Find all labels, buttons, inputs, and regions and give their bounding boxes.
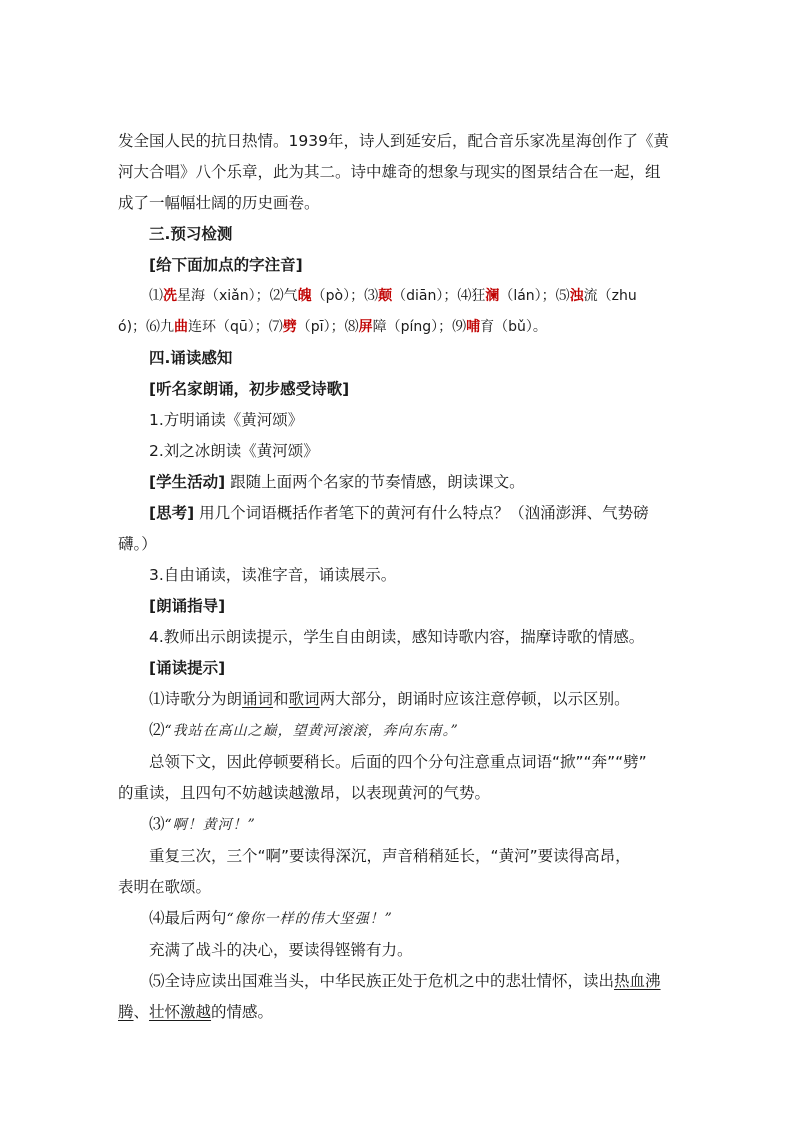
think-label: [思考] [149, 504, 195, 522]
pinyin-line-1 [118, 281, 678, 312]
text: （pī）；⑻ [296, 319, 359, 335]
poem-quote: “我站在高山之巅，望黄河滚滚，奔向东南。” [164, 723, 459, 739]
text: ⑷最后两句 [149, 909, 227, 927]
underlined-term: 热血沸 [614, 972, 661, 990]
reading-item-2: 2.刘之冰朗读《黄河颂》 [149, 442, 319, 460]
tip-4-line-1: 充满了战斗的决心，要读得铿锵有力。 [149, 941, 413, 959]
pinyin-line-2 [118, 312, 678, 343]
think-question [118, 498, 678, 529]
text: 连环（qū）；⑺ [188, 319, 283, 335]
marked-char: 澜 [485, 288, 500, 304]
text: ⑴诗歌分为朗 [149, 690, 243, 708]
text: 星海（xiǎn）；⑵气 [177, 288, 298, 304]
text: 流（zhu [583, 288, 637, 304]
text: ó)；⑹九 [118, 319, 175, 335]
underlined-term: 腾 [118, 1003, 134, 1021]
underlined-term: 壮怀激越 [149, 1003, 212, 1021]
marked-char: 屏 [358, 319, 373, 335]
section-3-title: 三.预习检测 [149, 225, 233, 243]
tip-2-quote-line [118, 715, 678, 747]
text: 和 [273, 690, 289, 708]
marked-char: 冼 [163, 288, 177, 304]
text: 、 [133, 1003, 150, 1021]
tip-2-line-1: 总领下文，因此停顿要稍长。后面的四个分句注意重点词语“掀”“奔”“劈” [149, 753, 647, 771]
text: 障（píng）；⑼ [372, 319, 467, 335]
text: 两大部分，朗诵时应该注意停顿，以示区别。 [319, 690, 630, 708]
intro-line-1: 发全国人民的抗日热情。1939年，诗人到延安后，配合音乐家冼星海创作了《黄 [118, 132, 669, 150]
document-body [118, 126, 678, 1028]
text: ⑴ [149, 288, 163, 304]
underlined-term: 诵词 [242, 690, 274, 708]
section-3-subtitle: [给下面加点的字注音] [149, 256, 303, 274]
marked-char: 哺 [466, 319, 481, 335]
marked-char: 魄 [297, 288, 312, 304]
section-4-title: 四.诵读感知 [149, 349, 233, 367]
guidance-subtitle: [朗诵指导] [149, 597, 226, 615]
activity-text: 跟随上面两个名家的节奏情感，朗读课文。 [230, 473, 525, 491]
tip-5-line-1 [118, 966, 678, 997]
underlined-term: 歌词 [288, 690, 320, 708]
reading-item-4: 4.教师出示朗读提示，学生自由朗读，感知诗歌内容，揣摩诗歌的情感。 [149, 628, 645, 646]
marked-char: 颠 [378, 288, 393, 304]
reading-item-1: 1.方明诵读《黄河颂》 [149, 411, 304, 429]
reading-item-3: 3.自由诵读，读准字音，诵读展示。 [149, 566, 397, 584]
student-activity [118, 467, 678, 498]
tip-1 [118, 684, 678, 715]
tip-5-line-2 [118, 997, 678, 1028]
text: 的情感。 [211, 1003, 274, 1021]
activity-label: [学生活动] [149, 473, 226, 491]
tip-number: ⑵ [149, 721, 165, 739]
poem-quote: “啊！黄河！” [164, 817, 256, 833]
section-4-subtitle: [听名家朗诵，初步感受诗歌] [149, 380, 350, 398]
marked-char: 劈 [282, 319, 297, 335]
tip-3-quote-line [118, 809, 678, 841]
tip-2-line-2: 的重读，且四句不妨越读越激昂，以表现黄河的气势。 [118, 784, 491, 802]
text: （diān）；⑷狂 [392, 288, 486, 304]
poem-quote: “像你一样的伟大坚强！” [226, 911, 393, 927]
tip-3-line-1: 重复三次，三个“啊”要读得深沉，声音稍稍延长，“黄河”要读得高昂， [149, 847, 631, 865]
marked-char: 浊 [569, 288, 584, 304]
think-text: 用几个词语概括作者笔下的黄河有什么特点？（汹涌澎湃、气势磅 [199, 504, 649, 522]
text: ⑸全诗应读出国难当头，中华民族正处于危机之中的悲壮情怀，读出 [149, 972, 615, 990]
intro-line-2: 河大合唱》八个乐章，此为其二。诗中雄奇的想象与现实的图景结合在一起，组 [118, 163, 661, 181]
marked-char: 曲 [174, 319, 189, 335]
tip-4-quote-line [118, 903, 678, 935]
tips-subtitle: [诵读提示] [149, 659, 226, 677]
text: 育（bǔ）。 [480, 319, 547, 335]
text: （lán）；⑸ [499, 288, 570, 304]
tip-3-line-2: 表明在歌颂。 [118, 878, 212, 896]
intro-line-3: 成了一幅幅壮阔的历史画卷。 [118, 194, 320, 212]
tip-number: ⑶ [149, 815, 165, 833]
think-continuation: 礴。） [118, 535, 157, 553]
text: （pò）；⑶ [311, 288, 379, 304]
